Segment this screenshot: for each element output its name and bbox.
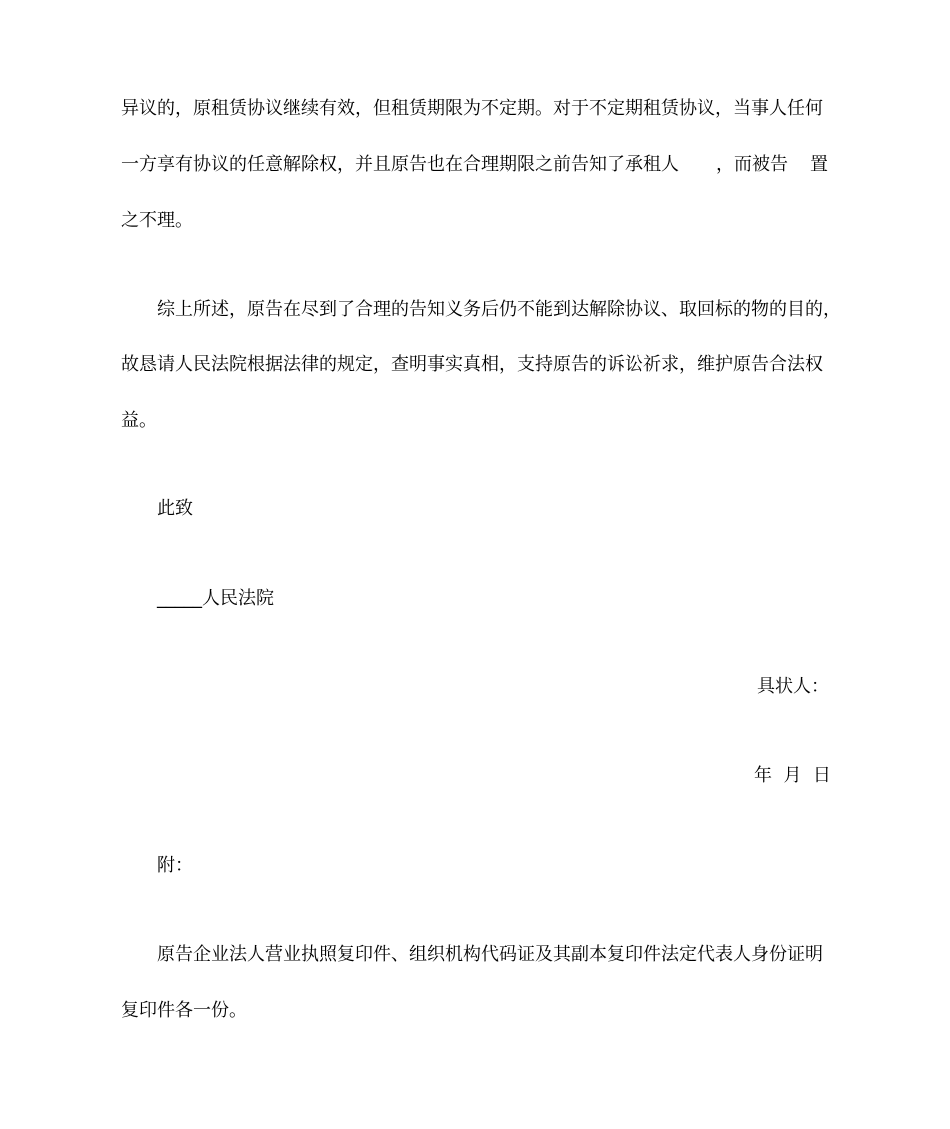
attachment-line1: 原告企业法人营业执照复印件、组织机构代码证及其副本复印件法定代表人身份证明 [157, 944, 823, 965]
paragraph1-line2-part1: 一方享有协议的任意解除权，并且原告也在合理期限之前告知了承租人 [121, 154, 679, 175]
salutation: 此致 [157, 498, 193, 519]
attachment-label: 附： [157, 855, 193, 876]
paragraph1-line3: 之不理。 [121, 210, 193, 231]
plaintiff-signature-label: 具状人： [757, 676, 829, 697]
paragraph2-line1: 综上所述，原告在尽到了合理的告知义务后仍不能到达解除协议、取回标的物的目的， [157, 299, 841, 320]
paragraph2-line3: 益。 [121, 410, 157, 431]
paragraph1-line1: 异议的，原租赁协议继续有效，但租赁期限为不定期。对于不定期租赁协议，当事人任何 [121, 98, 823, 119]
paragraph1-line2-part3: 置 [810, 154, 828, 175]
paragraph2-line2: 故恳请人民法院根据法律的规定，查明事实真相，支持原告的诉讼祈求，维护原告合法权 [121, 354, 823, 375]
court-addressee: _____人民法院 [157, 588, 274, 609]
paragraph1-line2-part2: ，而被告 [716, 154, 788, 175]
attachment-line2: 复印件各一份。 [121, 1000, 247, 1021]
date-line: 年 月 日 [754, 765, 831, 786]
